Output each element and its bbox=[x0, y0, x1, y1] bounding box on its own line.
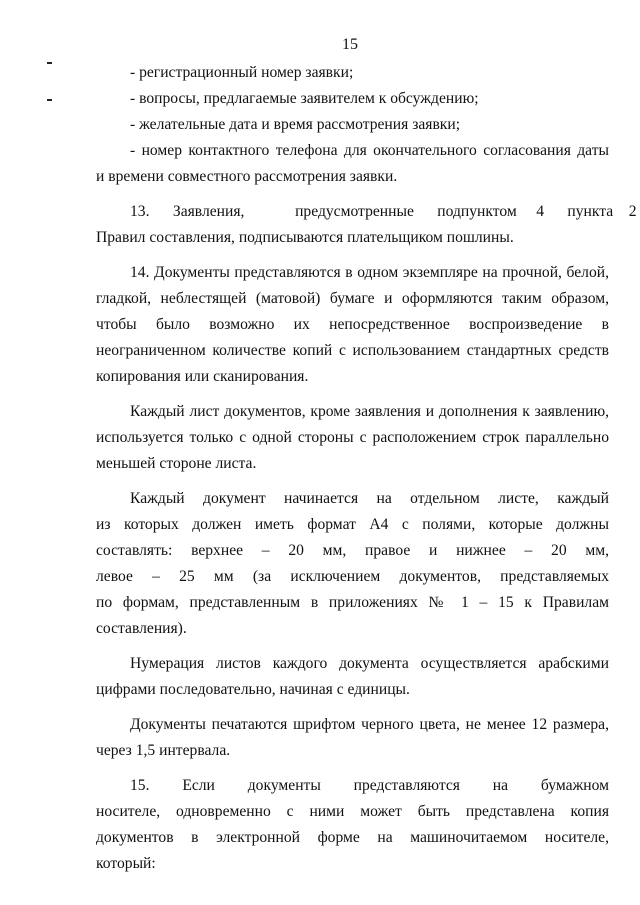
paragraph: Каждый лист документов, кроме заявления и дополнения к заявлению, используется только с одной стороны с расположением строк параллельно меньшей стороне листа. bbox=[96, 403, 609, 472]
document-body bbox=[96, 60, 637, 877]
text-line: документов в электронной форме на машиночитаемом носителе, bbox=[96, 829, 609, 846]
list-item: - регистрационный номер заявки; bbox=[130, 64, 354, 81]
text-line: Каждый документ начинается на отдельном листе, каждый bbox=[130, 490, 609, 507]
text-line: и времени совместного рассмотрения заявки. bbox=[96, 168, 398, 185]
text-line: из которых должен иметь формат А4 с полями, которые должны bbox=[96, 516, 609, 533]
list-item: - вопросы, предлагаемые заявителем к обсуждению; bbox=[130, 90, 479, 107]
list-item bbox=[96, 138, 609, 190]
text-line: по формам, представленным в приложениях № 1 – 15 к Правилам bbox=[96, 594, 609, 611]
list-item: - желательные дата и время рассмотрения заявки; bbox=[130, 116, 461, 133]
page-number: 15 bbox=[342, 36, 358, 53]
paragraph-14: 14. Документы представляются в одном экземпляре на прочной, белой, гладкой, неблестящей (матовой) бумаге и оформляются таким образом, чтобы было возможно их непосредственное воспроизведение в неограниченном количестве копий с использованием стандартных средств копирования или сканирования. bbox=[96, 264, 609, 385]
text-line: 15. Если документы представляются на бумажном bbox=[130, 777, 609, 794]
text-line: Правил составления, подписываются плательщиком пошлины. bbox=[96, 229, 514, 246]
text-line: носителе, одновременно с ними может быть представлена копия bbox=[96, 803, 609, 820]
scan-mark bbox=[47, 99, 52, 101]
text-line: левое – 25 мм (за исключением документов, представляемых bbox=[96, 568, 609, 585]
text-line: 13. Заявления, предусмотренные подпунктом 4 пункта 2 bbox=[130, 203, 637, 220]
text-line: составления). bbox=[96, 620, 187, 637]
paragraph: Нумерация листов каждого документа осуществляется арабскими цифрами последовательно, начиная с единицы. bbox=[96, 655, 609, 698]
text-line: составлять: верхнее – 20 мм, правое и нижнее – 20 мм, bbox=[96, 542, 609, 559]
text-line: - номер контактного телефона для окончательного согласования даты bbox=[130, 142, 609, 159]
paragraph: Документы печатаются шрифтом черного цвета, не менее 12 размера, через 1,5 интервала. bbox=[96, 716, 609, 759]
paragraph bbox=[96, 486, 609, 642]
scan-mark bbox=[47, 62, 52, 64]
paragraph-15 bbox=[96, 773, 609, 877]
text-line: который: bbox=[96, 855, 156, 872]
paragraph-13 bbox=[96, 199, 637, 251]
